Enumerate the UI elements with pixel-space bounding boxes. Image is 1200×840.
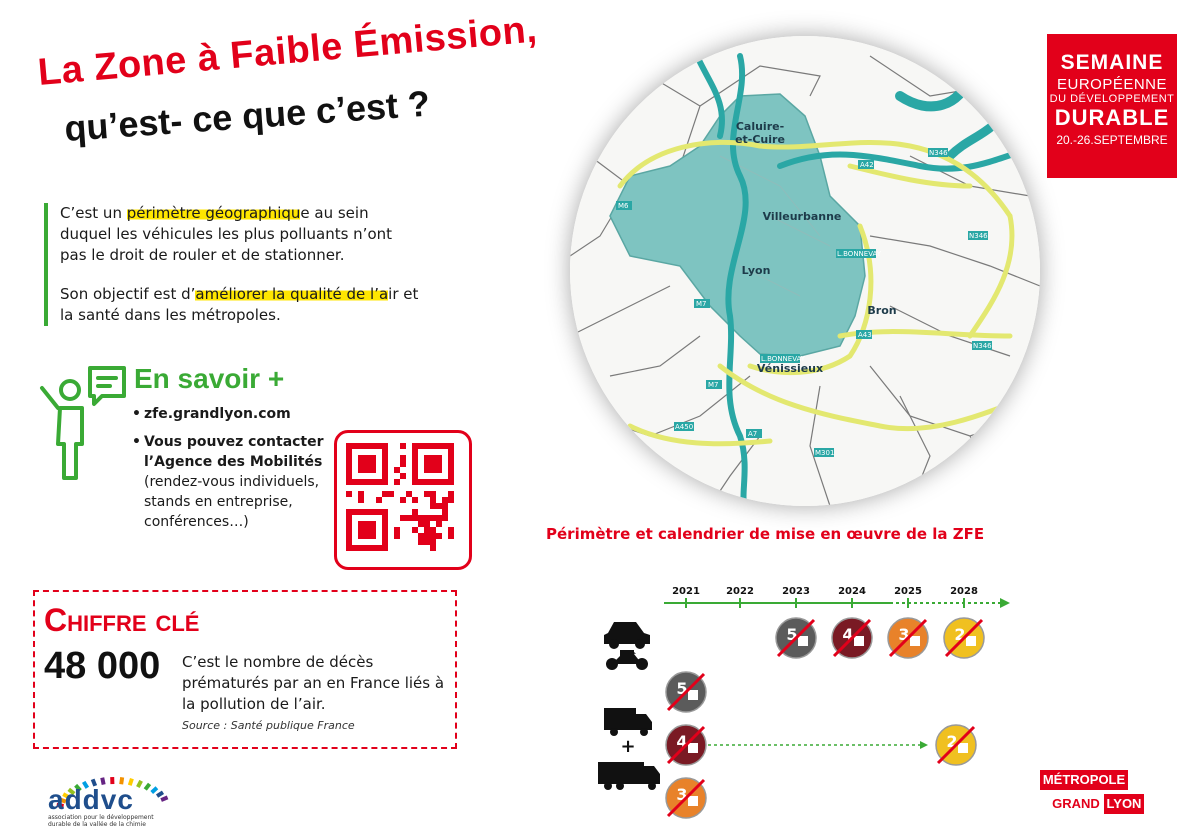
qr-code[interactable]	[334, 430, 472, 570]
year-label-2023: 2023	[782, 586, 810, 597]
critair-sticker-4	[832, 618, 872, 658]
svg-text:N346: N346	[973, 342, 992, 350]
badge-line3: DU DÉVELOPPEMENT	[1049, 93, 1175, 105]
addvc-logo	[44, 770, 184, 830]
map-label-lyon: Lyon	[741, 264, 771, 277]
intro-p1-before: C’est un	[60, 204, 127, 222]
addvc-wordmark: addvc	[48, 784, 134, 815]
van-icon	[604, 708, 652, 736]
car-icon	[604, 622, 650, 649]
badge-line5: 20.-26.SEPTEMBRE	[1056, 133, 1168, 147]
map-label-caluire: Caluire-et-Cuire	[735, 120, 785, 146]
intro-p1-highlight: périmètre géographiqu	[126, 204, 301, 222]
metropole-left: GRAND	[1050, 794, 1102, 814]
calendar-graphic	[590, 580, 1030, 840]
svg-text:A450: A450	[675, 423, 694, 431]
year-label-2022: 2022	[726, 586, 754, 597]
svg-text:4: 4	[676, 732, 688, 751]
plus-sign: +	[620, 736, 636, 757]
critair-sticker-5	[776, 618, 816, 658]
contact-item	[132, 432, 332, 532]
motorcycle-icon	[606, 650, 648, 670]
en-savoir-title: En savoir +	[134, 363, 285, 394]
critair-sticker-2	[944, 618, 984, 658]
person-speech-icon	[30, 360, 130, 485]
year-label-2028: 2028	[950, 586, 978, 597]
svg-text:M6: M6	[618, 202, 629, 210]
svg-text:N346: N346	[929, 149, 948, 157]
svg-text:5: 5	[786, 625, 798, 644]
addvc-subtitle: association pour le développement durable de la vallée de la chimie	[48, 814, 154, 828]
key-figure-number: 48 000	[44, 645, 161, 687]
svg-text:A7: A7	[748, 430, 758, 438]
svg-text:2: 2	[954, 625, 966, 644]
badge-line4: DURABLE	[1054, 105, 1170, 130]
badge-line1: SEMAINE	[1060, 51, 1164, 74]
critair-sticker-3	[888, 618, 928, 658]
svg-text:A42: A42	[860, 161, 874, 169]
key-figure-text: C’est le nombre de décès prématurés par an en France liés à la pollution de l’air.	[182, 653, 445, 713]
contact-rest: (rendez-vous individuels, stands en entreprise, conférences…)	[144, 474, 320, 530]
year-label-2025: 2025	[894, 586, 922, 597]
svg-text:3: 3	[676, 785, 688, 804]
critair-sticker-3	[666, 778, 706, 818]
contact-bold: Vous pouvez contacter l’Agence des Mobilités	[144, 434, 324, 470]
svg-text:N346: N346	[969, 232, 988, 240]
intro-paragraph-1	[60, 203, 420, 266]
key-figure-title: Chiffre clé	[44, 602, 200, 638]
svg-text:L.BONNEVAY: L.BONNEVAY	[837, 250, 882, 258]
truck-icon	[598, 762, 660, 790]
svg-text:2: 2	[946, 732, 958, 751]
year-label-2024: 2024	[838, 586, 866, 597]
svg-text:M7: M7	[708, 381, 719, 389]
critair-sticker-2	[936, 725, 976, 765]
svg-text:M301: M301	[815, 449, 835, 457]
intro-text	[44, 203, 420, 326]
map-label-villeurbanne: Villeurbanne	[762, 210, 842, 223]
calendar-caption: Périmètre et calendrier de mise en œuvre de la ZFE	[546, 525, 985, 543]
en-savoir-list	[132, 404, 332, 540]
metropole-logo	[1040, 770, 1180, 820]
critair-sticker-4	[666, 725, 706, 765]
qr-code-graphic	[337, 433, 463, 561]
badge-line2: EUROPÉENNE	[1056, 76, 1168, 93]
metropole-right: LYON	[1104, 794, 1144, 814]
semaine-europeenne-badge	[1047, 34, 1177, 178]
zfe-map	[570, 36, 1040, 506]
svg-text:3: 3	[898, 625, 910, 644]
critair-sticker-5	[666, 672, 706, 712]
map-label-venissieux: Vénissieux	[756, 362, 824, 375]
svg-text:A43: A43	[858, 331, 872, 339]
svg-text:4: 4	[842, 625, 854, 644]
map-graphic	[570, 36, 1040, 506]
key-figure-source: Source : Santé publique France	[182, 719, 355, 732]
svg-text:5: 5	[676, 679, 688, 698]
svg-text:L.BONNEVAY: L.BONNEVAY	[761, 355, 806, 363]
intro-p1-after: e au sein duquel les véhicules les plus polluants n’ont pas le droit de rouler et de stationner.	[60, 204, 393, 264]
intro-p2-highlight: améliorer la qualité de l’a	[195, 285, 389, 303]
svg-text:M7: M7	[696, 300, 707, 308]
intro-paragraph-2	[60, 284, 420, 326]
intro-p2-after: ir et la santé dans les métropoles.	[60, 285, 419, 324]
zfe-link[interactable]: • zfe.grandlyon.com	[132, 404, 332, 424]
page-title-line2: qu’est- ce que c’est ?	[63, 82, 432, 150]
page-title-line1: La Zone à Faible Émission,	[36, 8, 539, 95]
intro-p2-before: Son objectif est d’	[60, 285, 196, 303]
metropole-top: MÉTROPOLE	[1040, 770, 1128, 790]
map-label-bron: Bron	[867, 304, 897, 317]
year-label-2021: 2021	[672, 586, 700, 597]
